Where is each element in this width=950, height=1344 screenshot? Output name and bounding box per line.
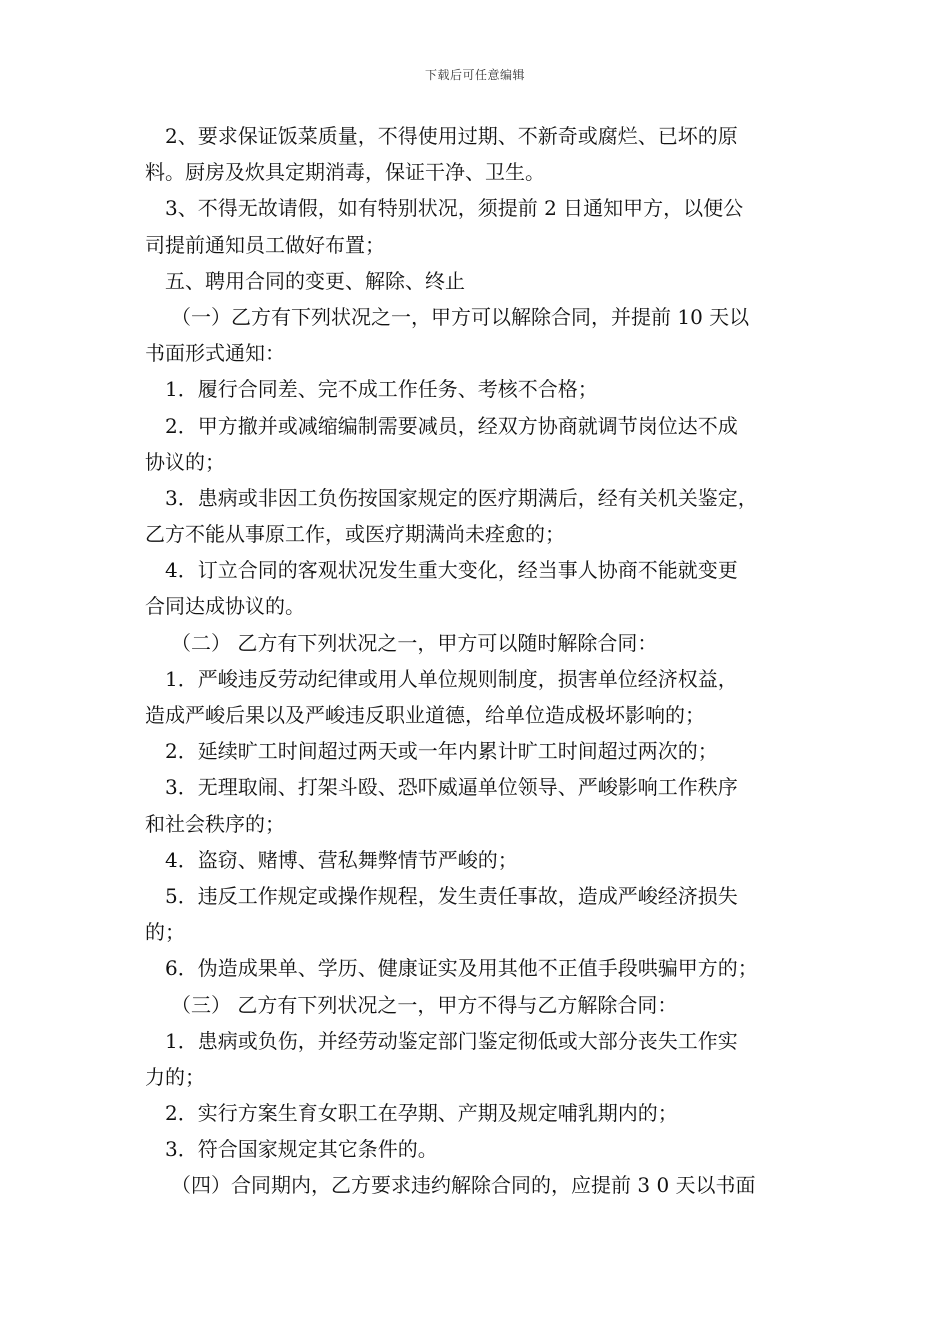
text-line: 1．患病或负伤，并经劳动鉴定部门鉴定彻低或大部分丧失工作实 (165, 1028, 738, 1053)
text-line: 书面形式通知： (145, 341, 285, 366)
page-header: 下载后可任意编辑 (424, 68, 525, 82)
text-line: 4．订立合同的客观状况发生重大变化，经当事人协商不能就变更 (165, 558, 738, 583)
text-line: 五、聘用合同的变更、解除、终止 (165, 268, 465, 293)
text-line: 6．伪造成果单、学历、健康证实及用其他不正值手段哄骗甲方的； (165, 956, 758, 981)
text-line: （三） 乙方有下列状况之一，甲方不得与乙方解除合同： (171, 992, 678, 1017)
text-line: 2．甲方撤并或减缩编制需要减员，经双方协商就调节岗位达不成 (165, 413, 738, 438)
text-line: 和社会秩序的； (145, 811, 285, 836)
text-line: 3．符合国家规定其它条件的。 (165, 1137, 438, 1162)
text-line: （一）乙方有下列状况之一，甲方可以解除合同，并提前 10 天以 (171, 304, 750, 329)
text-line: （二） 乙方有下列状况之一，甲方可以随时解除合同： (171, 630, 658, 655)
text-line: 3．无理取闹、打架斗殴、恐吓威逼单位领导、严峻影响工作秩序 (165, 775, 738, 800)
text-line: 协议的； (145, 449, 225, 474)
text-line: 4．盗窃、赌博、营私舞弊情节严峻的； (165, 847, 518, 872)
document-body (145, 118, 817, 1204)
text-line: 2．延续旷工时间超过两天或一年内累计旷工时间超过两次的； (165, 739, 718, 764)
text-line: 2．实行方案生育女职工在孕期、产期及规定哺乳期内的； (165, 1101, 678, 1126)
text-line: 料。厨房及炊具定期消毒，保证干净、卫生。 (145, 160, 545, 185)
text-line: 乙方不能从事原工作，或医疗期满尚未痊愈的； (145, 522, 565, 547)
text-line: 3、不得无故请假，如有特别状况，须提前 2 日通知甲方，以便公 (165, 196, 744, 221)
text-line: 力的； (145, 1064, 205, 1089)
text-line: 司提前通知员工做好布置； (145, 232, 385, 257)
text-line: 造成严峻后果以及严峻违反职业道德，给单位造成极坏影响的； (145, 703, 705, 727)
text-line: （四）合同期内，乙方要求违约解除合同的，应提前 3 0 天以书面 (171, 1173, 756, 1198)
text-line: 5．违反工作规定或操作规程，发生责任事故，造成严峻经济损失 (165, 883, 738, 908)
text-line: 3．患病或非因工负伤按国家规定的医疗期满后，经有关机关鉴定， (165, 485, 758, 510)
text-line: 1．严峻违反劳动纪律或用人单位规则制度，损害单位经济权益， (165, 666, 738, 691)
text-line: 2、要求保证饭菜质量，不得使用过期、不新奇或腐烂、已坏的原 (165, 124, 738, 148)
text-line: 合同达成协议的。 (145, 594, 305, 619)
text-line: 1．履行合同差、完不成工作任务、考核不合格； (165, 377, 598, 402)
text-line: 的； (145, 920, 185, 945)
